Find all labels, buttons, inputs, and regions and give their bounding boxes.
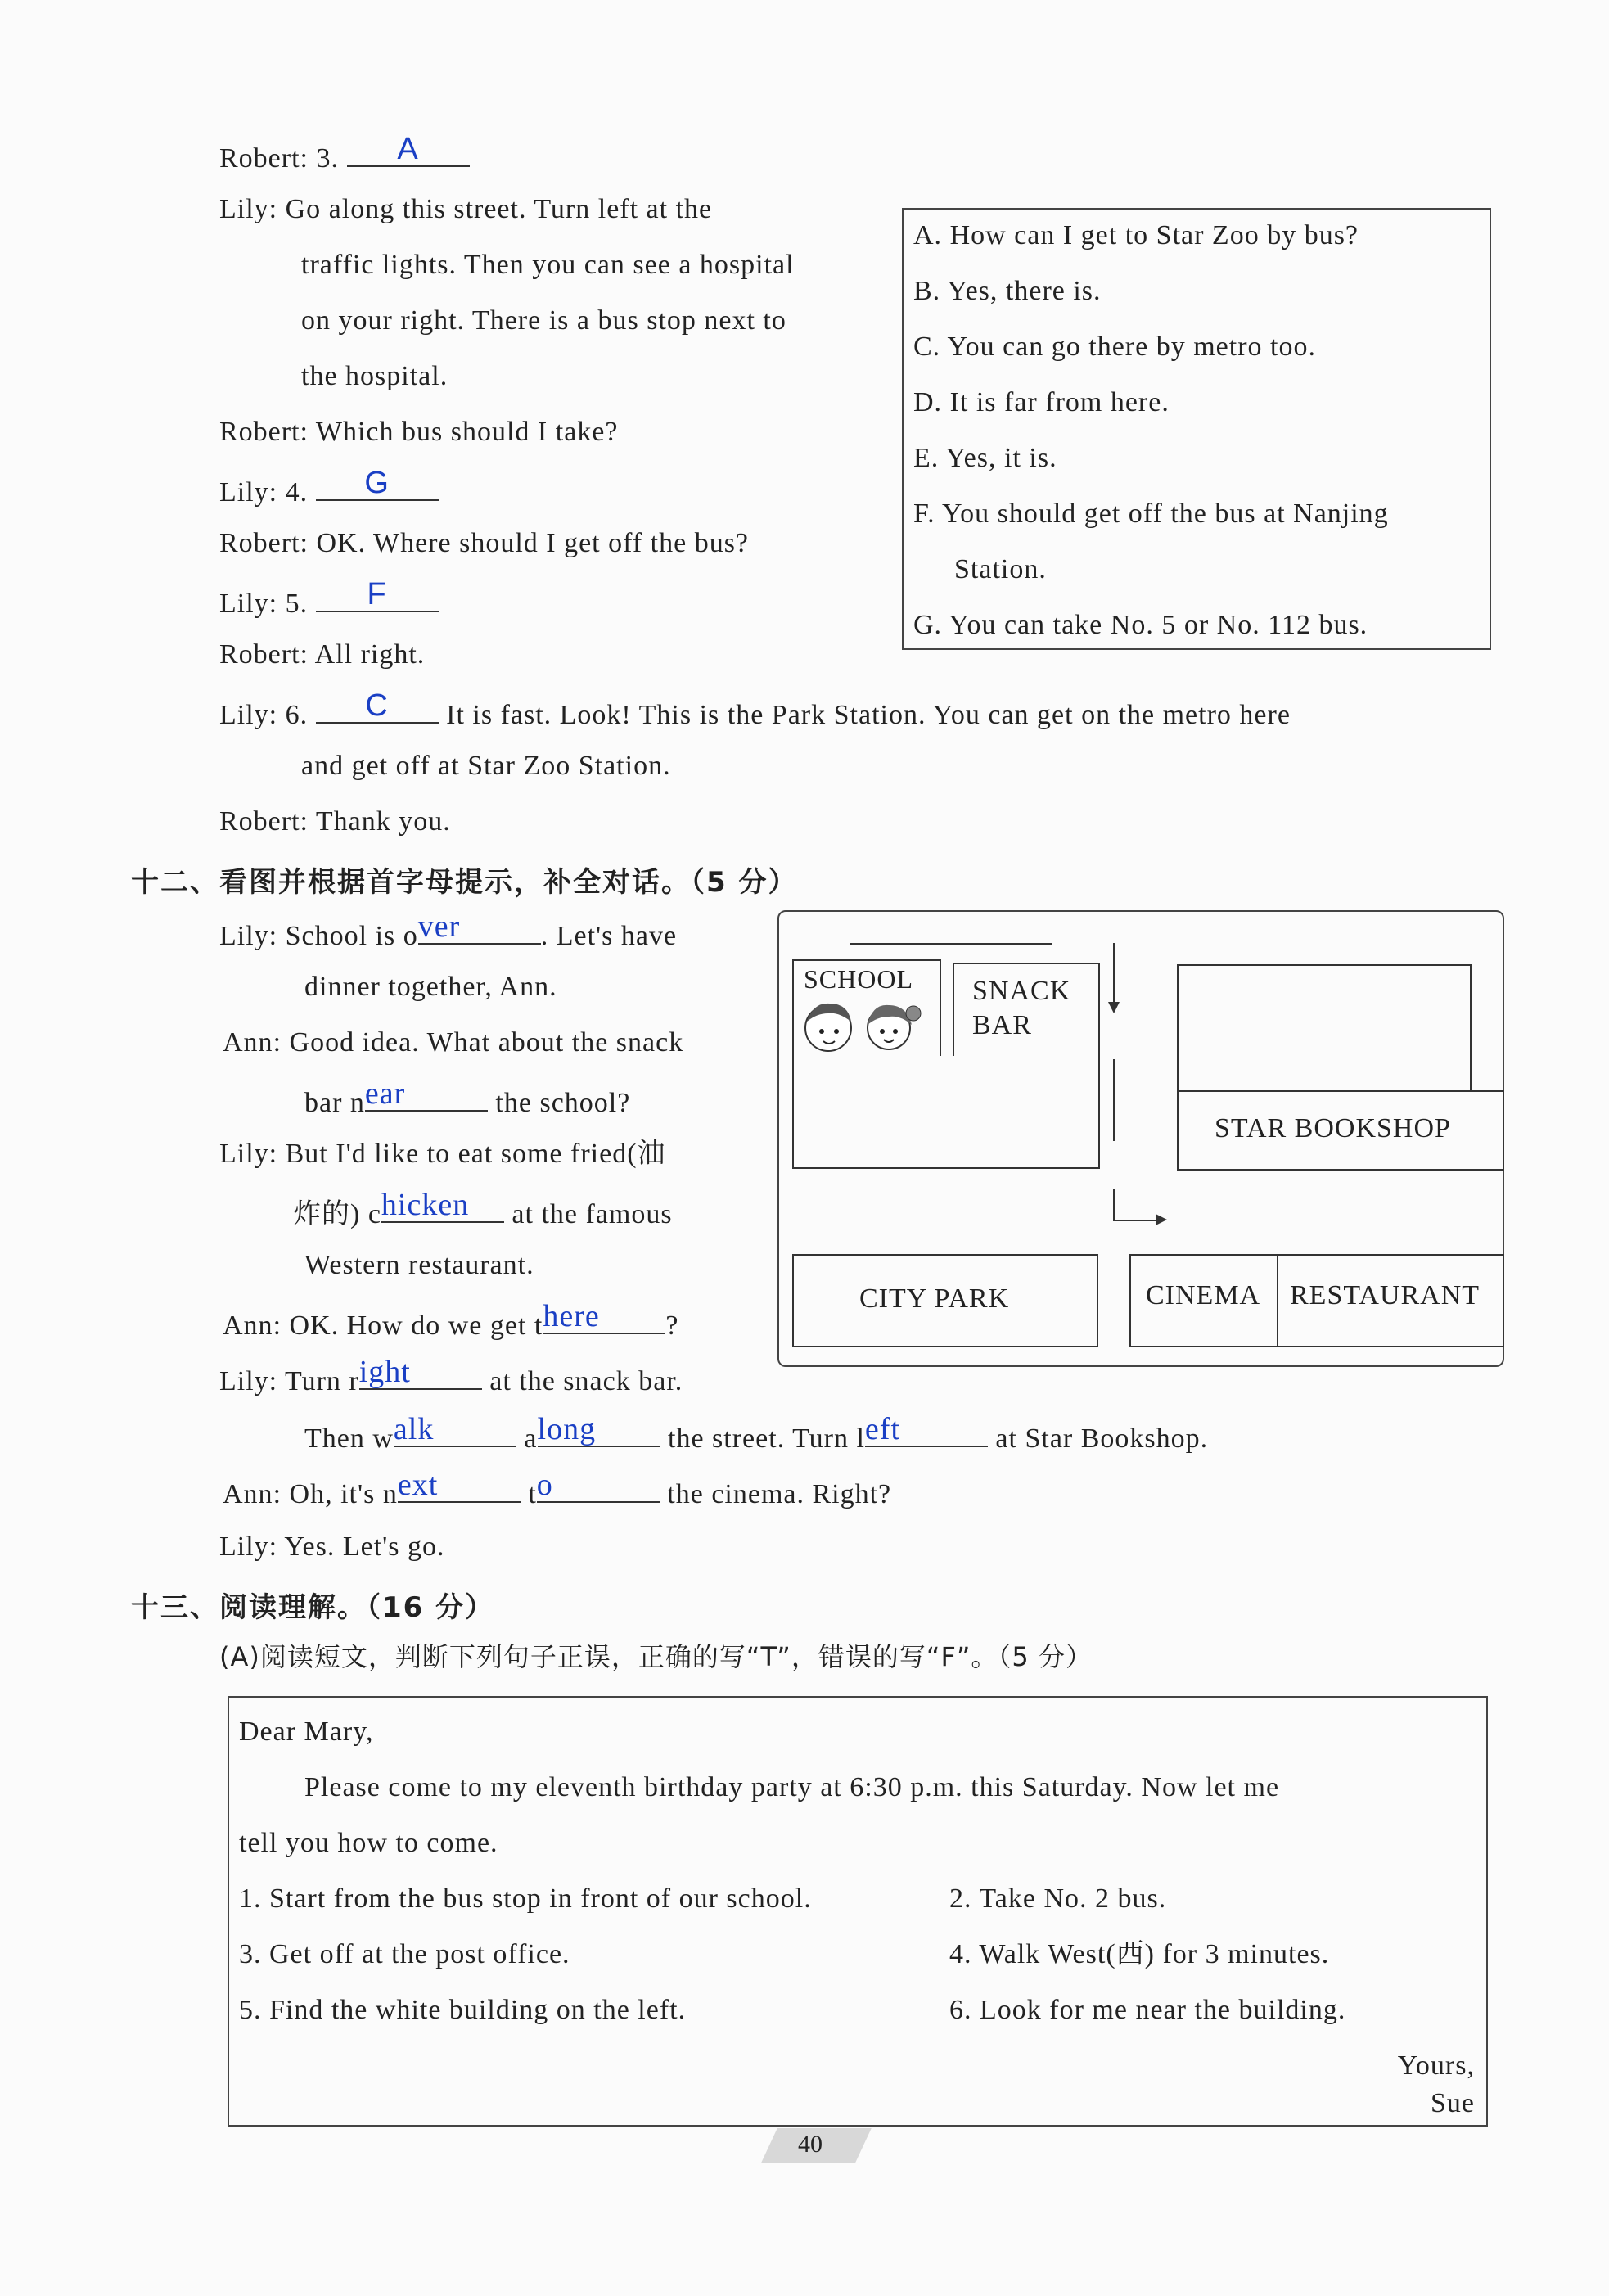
letter-paragraph-2: tell you how to come. — [239, 1828, 498, 1858]
building-upper-right — [1177, 964, 1472, 1094]
answer-blank[interactable] — [316, 688, 439, 724]
section-13-title: 十三、阅读理解。（16 分） — [131, 1591, 495, 1624]
children-icon — [797, 997, 936, 1056]
option-f-cont: Station. — [954, 554, 1047, 584]
answer-text: ext — [397, 1468, 439, 1502]
s12-line-3: Lily: But I'd like to eat some fried(油 — [219, 1139, 666, 1169]
letter-step-2: 2. Take No. 2 bus. — [949, 1883, 1167, 1914]
letter-step-3: 3. Get off at the post office. — [239, 1939, 570, 1969]
bookshop-label: STAR BOOKSHOP — [1215, 1113, 1451, 1143]
option-c: C. You can go there by metro too. — [913, 332, 1316, 362]
route-line — [1113, 1059, 1115, 1141]
answer-blank[interactable] — [316, 577, 439, 612]
letter-step-5: 5. Find the white building on the left. — [239, 1995, 687, 2025]
map-frame — [777, 910, 1504, 1367]
s12-line-8: Lily: Yes. Let's go. — [219, 1531, 445, 1562]
cinema-label: CINEMA — [1146, 1280, 1261, 1310]
answer-text: hicken — [381, 1188, 470, 1222]
letter-signature: Sue — [1431, 2088, 1475, 2118]
city-park — [792, 1254, 1098, 1347]
arrow-right-icon — [1156, 1214, 1167, 1225]
answer-blank[interactable] — [543, 1299, 665, 1334]
robert-line-5: Robert: Thank you. — [219, 806, 451, 837]
q6-line-2: and get off at Star Zoo Station. — [301, 751, 671, 781]
answer-text: F — [367, 577, 387, 611]
options-box — [902, 208, 1491, 650]
section-12-title: 十二、看图并根据首字母提示，补全对话。（5 分） — [131, 866, 798, 899]
arrow-down-icon — [1108, 1002, 1120, 1013]
answer-blank[interactable] — [537, 1412, 660, 1447]
route-line — [1010, 943, 1052, 945]
option-g: G. You can take No. 5 or No. 112 bus. — [913, 610, 1368, 640]
answer-text: o — [536, 1468, 553, 1502]
option-b: B. Yes, there is. — [913, 276, 1102, 306]
lily-line-4: the hospital. — [301, 361, 448, 391]
letter-greeting: Dear Mary, — [239, 1716, 374, 1747]
letter-box — [228, 1696, 1488, 2127]
answer-text: long — [537, 1412, 597, 1446]
q3-line: Robert: 3. A — [219, 138, 470, 175]
s12-line-5: Lily: Turn r ight at the snack bar. — [219, 1355, 683, 1396]
route-line — [1113, 1189, 1115, 1220]
route-line — [1113, 1220, 1157, 1221]
park-label: CITY PARK — [859, 1283, 1010, 1314]
section-13-instruction: (A)阅读短文，判断下列句子正误，正确的写“T”，错误的写“F”。（5 分） — [219, 1641, 1093, 1672]
snack-bar-building — [953, 963, 1100, 1059]
option-f: F. You should get off the bus at Nanjing — [913, 498, 1389, 529]
speaker: Robert — [219, 143, 300, 174]
answer-text: C — [365, 688, 389, 723]
option-e: E. Yes, it is. — [913, 443, 1057, 473]
answer-blank[interactable] — [417, 909, 541, 945]
s12-line-3c: Western restaurant. — [304, 1250, 534, 1280]
letter-closing: Yours, — [1397, 2050, 1475, 2081]
robert-line-3: Robert: OK. Where should I get off the bus? — [219, 528, 750, 558]
answer-text: ear — [364, 1076, 406, 1111]
q5-line: Lily: 5. F — [219, 583, 439, 620]
s12-line-3b: 炸的) c hicken at the famous — [293, 1188, 673, 1229]
letter-paragraph-1: Please come to my eleventh birthday party at 6:30 p.m. this Saturday. Now let me — [304, 1772, 1280, 1802]
s12-line-4: Ann: OK. How do we get t here ? — [223, 1299, 679, 1341]
answer-text: alk — [393, 1412, 435, 1446]
robert-line-2: Robert: Which bus should I take? — [219, 417, 619, 447]
answer-text: ver — [417, 909, 461, 944]
school-label: SCHOOL — [804, 964, 914, 994]
answer-blank[interactable] — [347, 132, 470, 167]
option-a: A. How can I get to Star Zoo by bus? — [913, 220, 1359, 250]
s12-line-6: Then w alk a long the street. Turn l eft at Star Bookshop. — [304, 1412, 1209, 1454]
s12-line-2: Ann: Good idea. What about the snack — [223, 1027, 684, 1058]
answer-blank[interactable] — [316, 466, 439, 501]
route-line — [1113, 943, 1115, 1007]
restaurant-label: RESTAURANT — [1290, 1280, 1481, 1310]
answer-text: G — [364, 466, 390, 500]
s12-line-1b: dinner together, Ann. — [304, 972, 557, 1002]
q6-line: Lily: 6. C It is fast. Look! This is the Park Station. You can get on the metro here — [219, 688, 1291, 730]
block-below-school — [792, 1056, 1100, 1169]
answer-text: A — [397, 132, 419, 166]
answer-text: eft — [864, 1412, 900, 1446]
lily-line-2: traffic lights. Then you can see a hospital — [301, 250, 795, 280]
answer-blank[interactable] — [536, 1468, 660, 1503]
divider — [1277, 1256, 1278, 1346]
s12-line-7: Ann: Oh, it's n ext t o the cinema. Right? — [223, 1468, 892, 1509]
letter-step-6: 6. Look for me near the building. — [949, 1995, 1346, 2025]
cinema-restaurant-block — [1129, 1254, 1504, 1347]
s12-line-2b: bar n ear the school? — [304, 1076, 631, 1118]
answer-blank[interactable] — [358, 1355, 482, 1390]
star-bookshop-building — [1177, 1090, 1504, 1171]
letter-step-4: 4. Walk West(西) for 3 minutes. — [949, 1939, 1330, 1969]
answer-blank[interactable] — [364, 1076, 488, 1112]
page-number: 40 — [798, 2131, 823, 2158]
answer-text: ight — [358, 1355, 411, 1389]
snack-label-2: BAR — [972, 1010, 1032, 1040]
answer-text: here — [543, 1299, 600, 1333]
q4-line: Lily: 4. G — [219, 471, 439, 509]
street-line — [850, 943, 1010, 945]
option-d: D. It is far from here. — [913, 387, 1170, 417]
answer-blank[interactable] — [397, 1468, 521, 1503]
letter-step-1: 1. Start from the bus stop in front of our school. — [239, 1883, 812, 1914]
robert-line-4: Robert: All right. — [219, 639, 426, 670]
s12-line-1: Lily: School is o ver . Let's have — [219, 909, 678, 951]
answer-blank[interactable] — [381, 1188, 504, 1223]
answer-blank[interactable] — [864, 1412, 988, 1447]
school-building — [792, 959, 941, 1059]
lily-line-1: Lily: Go along this street. Turn left at the — [219, 194, 713, 224]
lily-line-3: on your right. There is a bus stop next to — [301, 305, 786, 336]
answer-blank[interactable] — [393, 1412, 516, 1447]
snack-label-1: SNACK — [972, 976, 1071, 1006]
